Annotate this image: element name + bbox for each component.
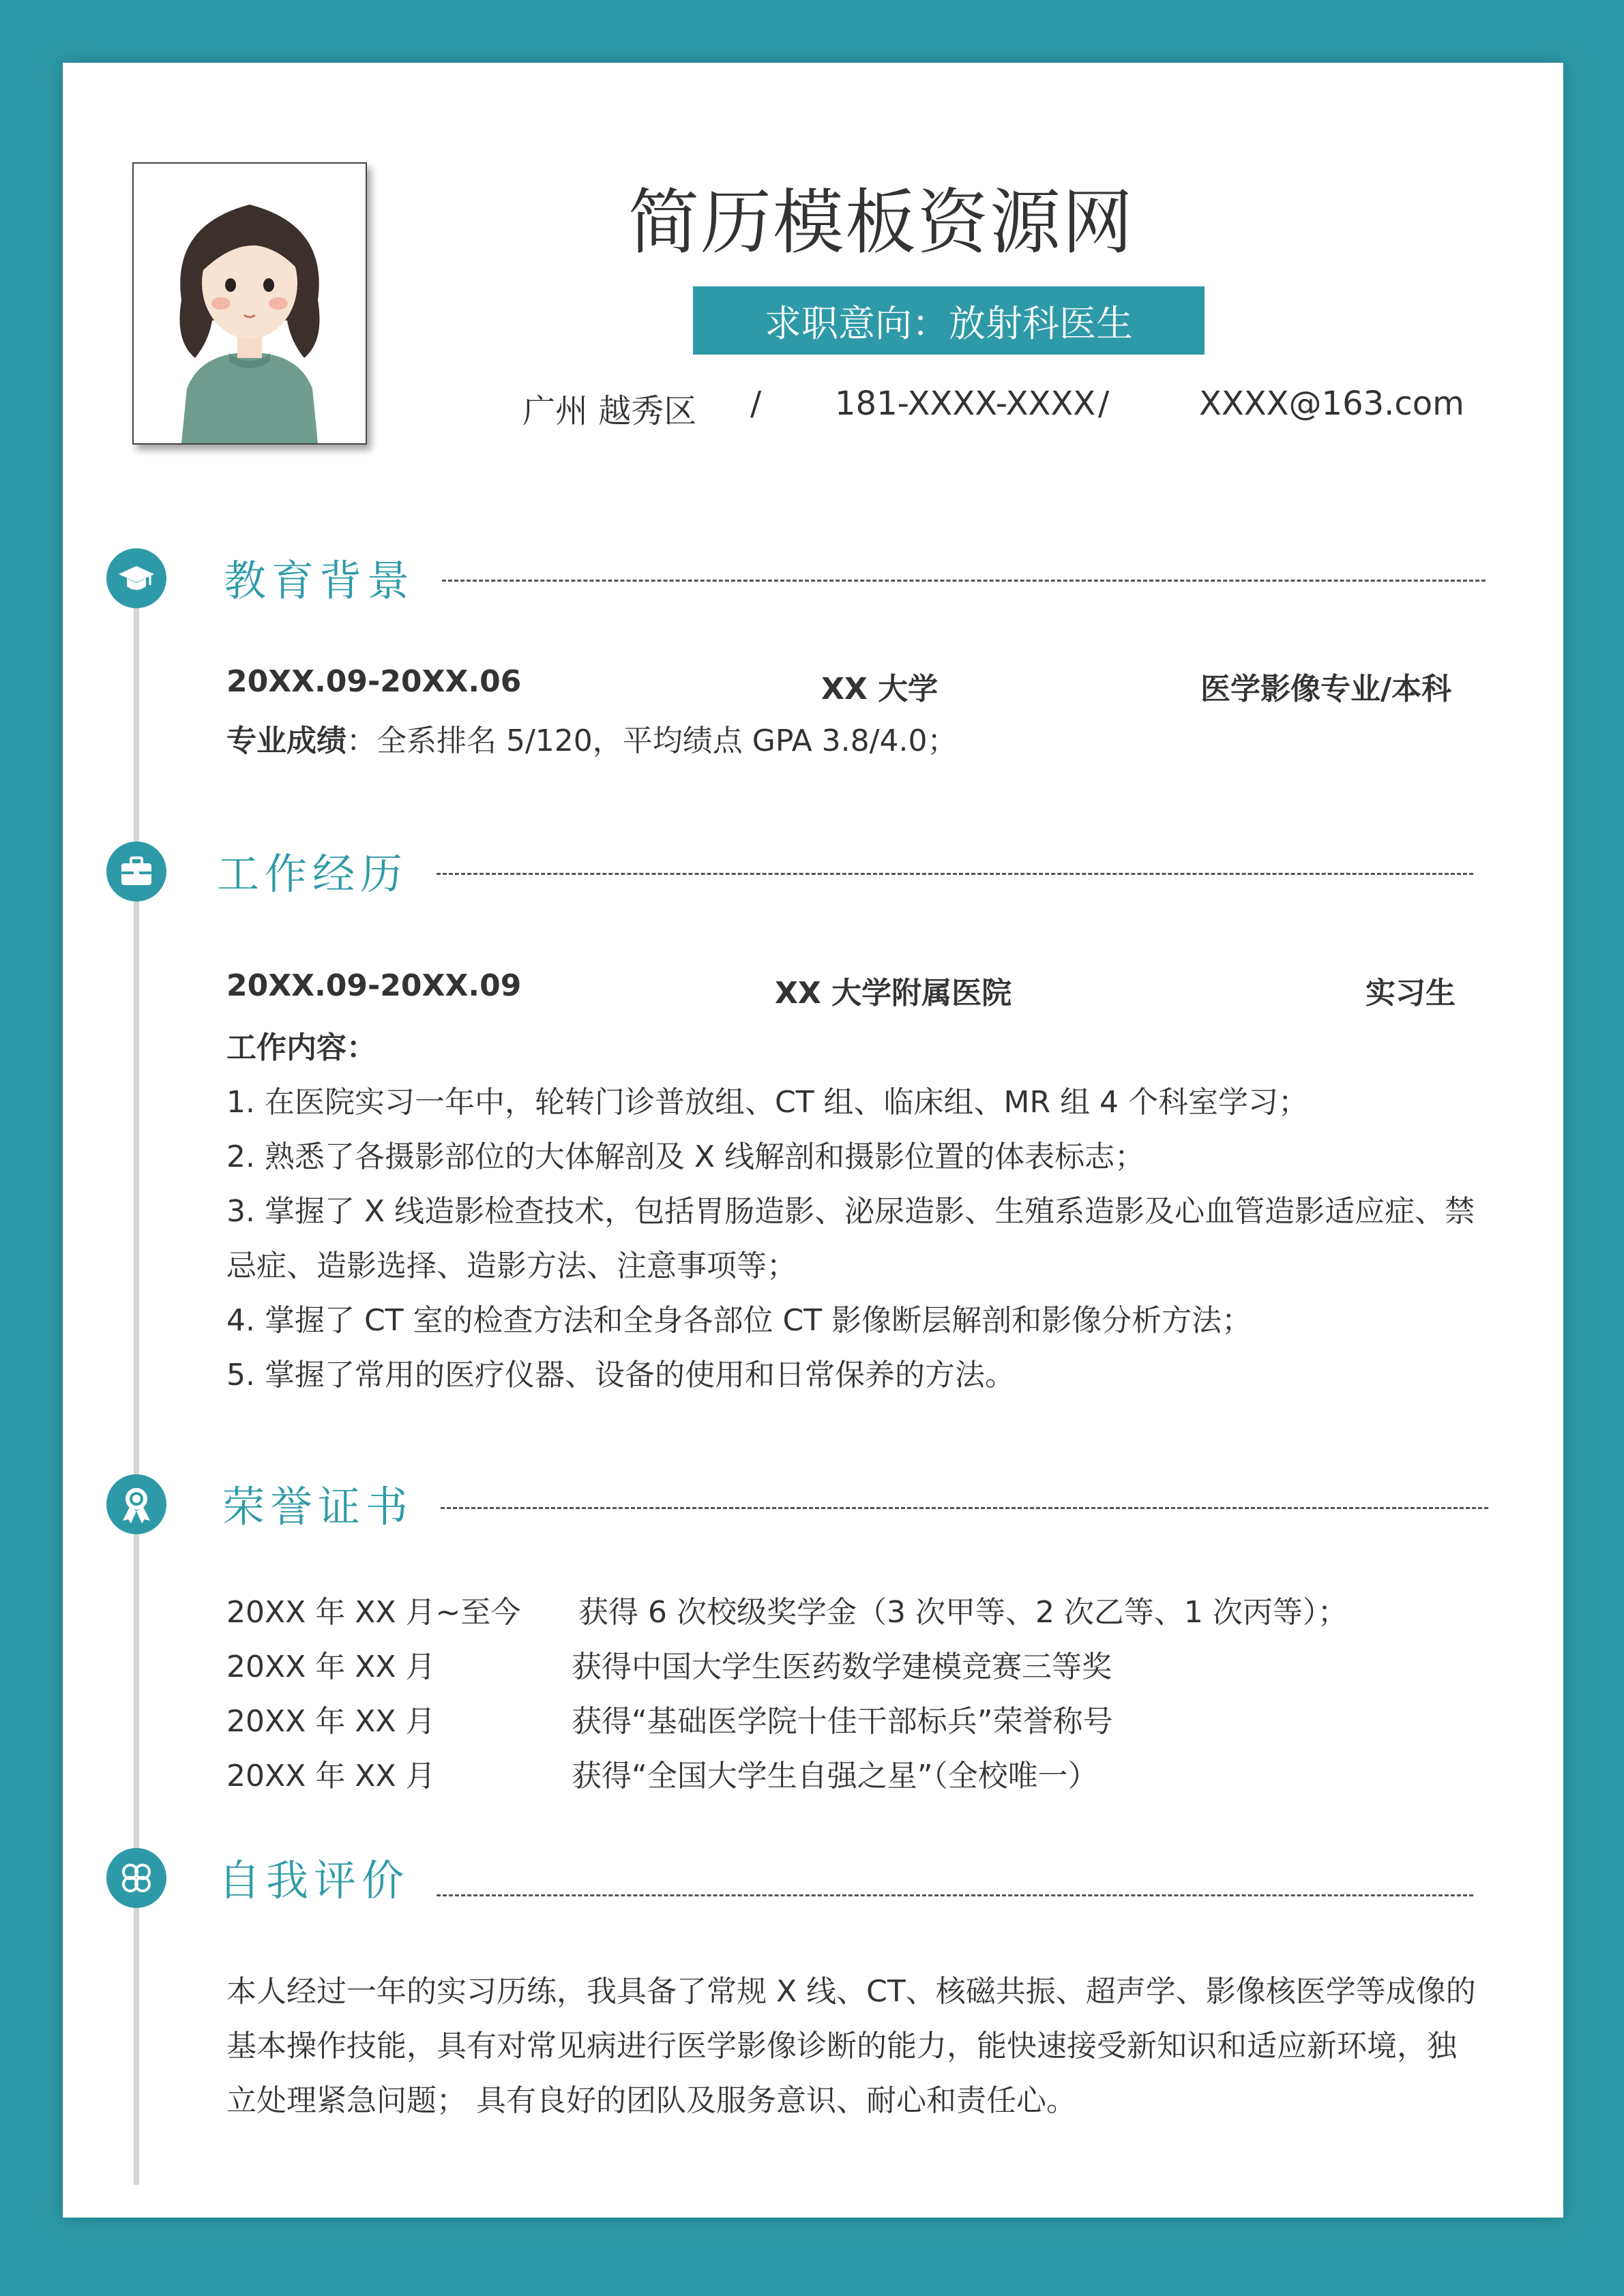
education-score-text: ：全系排名 5/120，平均绩点 GPA 3.8/4.0； (346, 724, 958, 758)
section-title-work: 工作经历 (217, 849, 409, 899)
section-title-self-eval: 自我评价 (218, 1855, 410, 1905)
education-school: XX 大学 (821, 672, 939, 706)
honor-date: 20XX 年 XX 月 (226, 1759, 436, 1793)
award-ribbon-icon (106, 1474, 166, 1534)
education-period: 20XX.09-20XX.06 (226, 664, 522, 699)
work-item: 忌症、造影选择、造影方法、注意事项等； (226, 1249, 797, 1283)
section-title-education: 教育背景 (224, 556, 415, 606)
work-item: 2. 熟悉了各摄影部位的大体解剖及 X 线解剖和摄影位置的体表标志； (226, 1139, 1145, 1174)
honor-date: 20XX 年 XX 月~至今 (226, 1595, 521, 1630)
contact-separator: / (750, 385, 762, 423)
work-role: 实习生 (1365, 976, 1456, 1011)
contact-email: XXXX@163.com (1199, 385, 1464, 423)
work-item: 3. 掌握了 X 线造影检查技术，包括胃肠造影、泌尿造影、生殖系造影及心血管造影适应症、禁 (226, 1194, 1475, 1229)
section-divider (442, 580, 1486, 582)
self-eval-line: 本人经过一年的实习历练，我具备了常规 X 线、CT、核磁共振、超声学、影像核医学等成像的 (226, 1974, 1476, 2009)
self-eval-line: 立处理紧急问题； 具有良好的团队及服务意识、耐心和责任心。 (226, 2083, 1076, 2118)
honor-desc: 获得“基础医学院十佳干部标兵”荣誉称号 (572, 1704, 1113, 1739)
contact-phone: 181-XXXX-XXXX (835, 385, 1096, 423)
section-divider (437, 873, 1473, 875)
section-title-honors: 荣誉证书 (222, 1482, 414, 1532)
job-intent-banner: 求职意向：放射科医生 (693, 286, 1205, 355)
contact-location: 广州 越秀区 (522, 392, 697, 430)
work-content-label: 工作内容： (226, 1030, 377, 1065)
clover-icon (106, 1848, 166, 1908)
honor-desc: 获得 6 次校级奖学金（3 次甲等、2 次乙等、1 次丙等）； (578, 1595, 1348, 1630)
work-item: 1. 在医院实习一年中，轮转门诊普放组、CT 组、临床组、MR 组 4 个科室学习； (226, 1085, 1309, 1120)
work-item: 4. 掌握了 CT 室的检查方法和全身各部位 CT 影像断层解剖和影像分析方法； (226, 1303, 1252, 1338)
avatar (132, 162, 367, 445)
honor-desc: 获得“全国大学生自强之星”（全校唯一） (572, 1759, 1098, 1793)
contact-line (404, 385, 1529, 439)
contact-separator: / (1098, 385, 1110, 423)
resume-sheet (63, 63, 1563, 2218)
honor-desc: 获得中国大学生医药数学建模竞赛三等奖 (572, 1650, 1112, 1684)
avatar-illustration (134, 164, 366, 443)
section-divider (437, 1894, 1473, 1896)
candidate-name: 简历模板资源网 (628, 181, 1134, 264)
section-divider (441, 1507, 1488, 1509)
work-item: 5. 掌握了常用的医疗仪器、设备的使用和日常保养的方法。 (226, 1358, 1015, 1392)
work-company: XX 大学附属医院 (775, 976, 1012, 1011)
work-period: 20XX.09-20XX.09 (226, 968, 522, 1003)
honor-date: 20XX 年 XX 月 (226, 1650, 436, 1684)
honor-date: 20XX 年 XX 月 (226, 1704, 436, 1739)
education-major: 医学影像专业/本科 (1200, 672, 1452, 706)
briefcase-icon (106, 841, 166, 901)
education-score-label: 专业成绩 (226, 724, 346, 758)
education-score (226, 716, 957, 760)
graduation-cap-icon (106, 548, 166, 608)
self-eval-line: 基本操作技能，具有对常见病进行医学影像诊断的能力，能快速接受新知识和适应新环境，独 (226, 2029, 1457, 2063)
